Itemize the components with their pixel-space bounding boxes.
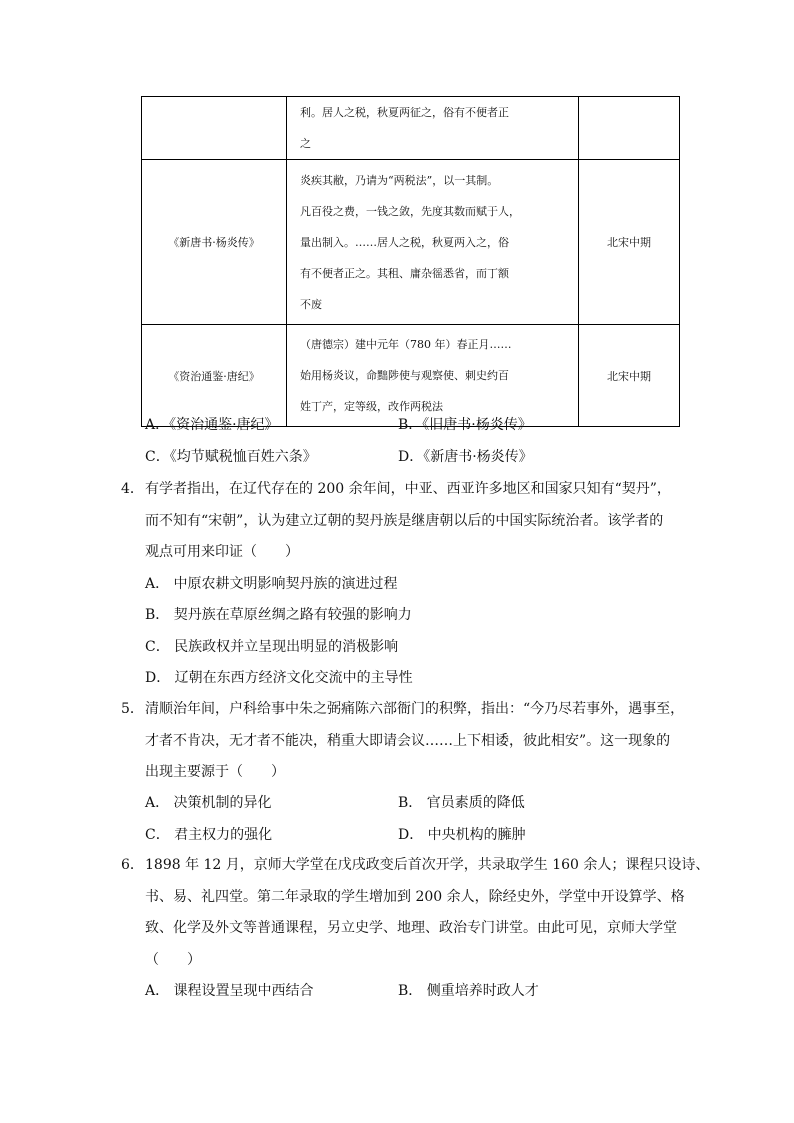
content-line: 利。居人之税，秋夏两征之，俗有不便者正 <box>300 106 509 119</box>
option-a[interactable]: A．《资治通鉴·唐纪》 <box>145 417 279 433</box>
content-line: 姓丁产，定等级，改作两税法 <box>300 400 443 413</box>
q6-options <box>145 976 665 1008</box>
content-line: 凡百役之费，一钱之敛，先度其数而赋于人， <box>300 204 520 218</box>
question-5 <box>121 694 685 789</box>
option-c[interactable]: C．《均节赋税恤百姓六条》 <box>145 449 317 465</box>
option-b[interactable]: B．《旧唐书·杨炎传》 <box>398 417 532 433</box>
option-a[interactable]: A． 课程设置呈现中西结合 <box>145 983 314 999</box>
option-d[interactable]: D． 中央机构的臃肿 <box>398 827 526 843</box>
content-line: （唐德宗）建中元年（780 年）春正月…… <box>300 338 512 351</box>
content-cell <box>287 97 579 160</box>
option-d[interactable]: D．《新唐书·杨炎传》 <box>398 449 533 465</box>
option-c[interactable]: C． 民族政权并立呈现出明显的消极影响 <box>145 638 399 655</box>
question-text: 出现主要源于（ ） <box>145 764 285 780</box>
source-cell: 《资治通鉴·唐纪》 <box>142 325 287 427</box>
source-cell: 《新唐书·杨炎传》 <box>142 160 287 325</box>
question-text: 才者不肯决，无才者不能决，稍重大即请会议……上下相诿，彼此相安”。这一现象的 <box>145 732 671 749</box>
content-line: 不废 <box>300 297 322 311</box>
question-number: 5． <box>121 701 144 717</box>
q3-options <box>145 410 665 474</box>
question-text: 观点可用来印证（ ） <box>145 544 299 560</box>
content-line: 始用杨炎议，命黜陟使与观察使、刺史约百 <box>300 369 509 382</box>
source-cell <box>142 97 287 160</box>
content-cell <box>287 160 579 325</box>
table-row <box>142 160 680 325</box>
content-line: 之 <box>300 137 311 150</box>
period-cell: 北宋中期 <box>579 325 680 427</box>
table-row <box>142 97 680 160</box>
question-text: 清顺治年间，户科给事中朱之弼痛陈六部衙门的积弊，指出：“今乃尽若事外，遇事至， <box>145 701 685 717</box>
question-number: 6． <box>121 857 144 873</box>
question-text: （ ） <box>145 951 201 968</box>
period-cell: 北宋中期 <box>579 160 680 325</box>
q5-options <box>145 788 665 852</box>
option-b[interactable]: B． 官员素质的降低 <box>398 795 525 811</box>
option-c[interactable]: C． 君主权力的强化 <box>145 827 273 843</box>
option-b[interactable]: B． 侧重培养时政人才 <box>398 983 539 999</box>
content-line: 量出制入。……居人之税，秋夏两入之，俗 <box>300 235 509 249</box>
question-text: 而不知有“宋朝”，认为建立辽朝的契丹族是继唐朝以后的中国实际统治者。该学者的 <box>145 512 664 529</box>
question-4 <box>121 474 681 695</box>
content-line: 有不便者正之。其租、庸杂徭悉省，而丁额 <box>300 266 509 280</box>
source-table <box>141 96 680 427</box>
option-a[interactable]: A． 决策机制的异化 <box>145 795 272 811</box>
content-line: 炎疾其敝，乃请为“两税法”，以一其制。 <box>300 173 499 187</box>
option-a[interactable]: A． 中原农耕文明影响契丹族的演进过程 <box>145 575 398 592</box>
question-text: 致、化学及外文等普通课程，另立史学、地理、政治专门讲堂。由此可见，京师大学堂 <box>145 920 677 936</box>
question-text: 书、易、礼四堂。第二年录取的学生增加到 200 余人，除经史外，学堂中开设算学、格 <box>145 888 685 905</box>
question-6 <box>121 850 710 976</box>
question-text: 1898 年 12 月，京师大学堂在戊戌政变后首次开学，共录取学生 160 余人；课程只设诗、 <box>145 857 710 873</box>
period-cell <box>579 97 680 160</box>
option-d[interactable]: D． 辽朝在东西方经济文化交流中的主导性 <box>145 670 413 686</box>
option-b[interactable]: B． 契丹族在草原丝绸之路有较强的影响力 <box>145 607 412 623</box>
question-text: 有学者指出，在辽代存在的 200 余年间，中亚、西亚许多地区和国家只知有“契丹”， <box>145 481 671 497</box>
question-number: 4． <box>121 481 144 497</box>
